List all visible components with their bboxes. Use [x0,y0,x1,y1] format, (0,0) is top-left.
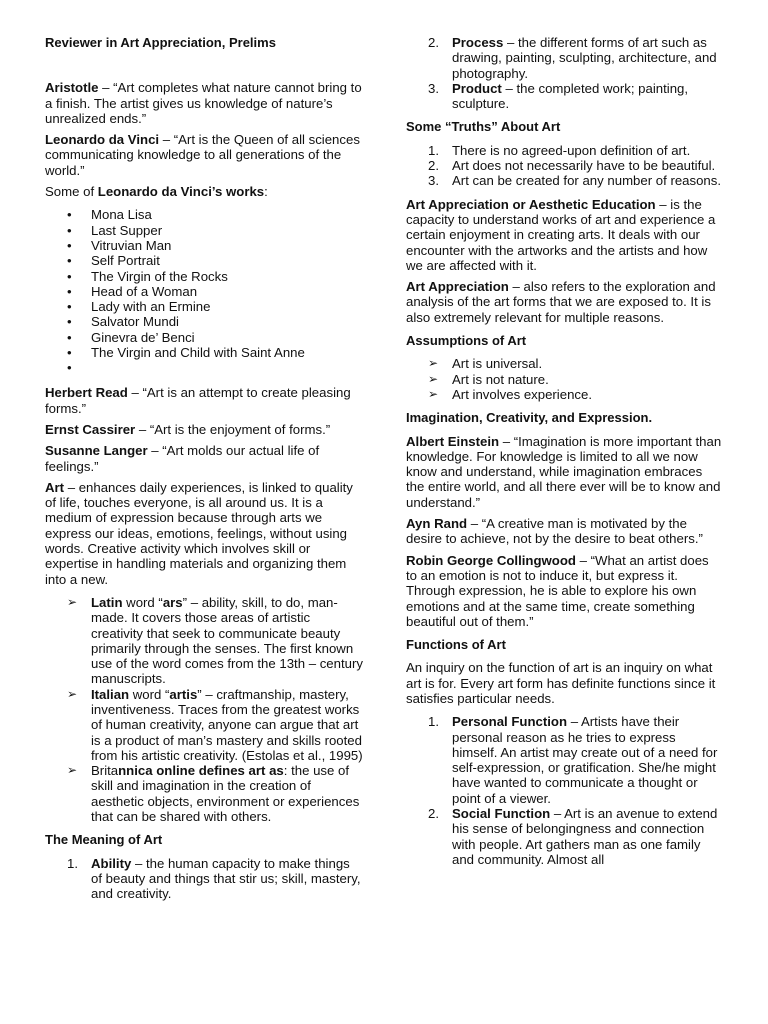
aristotle-quote [45,80,363,126]
appreciation-text: – also refers to the exploration and analysis of the art forms that we are exposed to. It is also extremely relevant for multiple reasons. [406,279,716,325]
italian-label: Italian [91,686,130,702]
list-item: • The Virgin of the Rocks [45,269,363,284]
meaning-term: Process [452,35,504,50]
right-column [406,35,722,875]
truth-text: Art can be created for any number of reasons. [452,173,722,189]
works-intro-pre: Some of [45,184,98,200]
britannica-text: : the use of skill and imagination in the creation of aesthetic objects, environment or experiences that can be shared with others. [91,763,360,825]
italian-term: artis [169,686,198,702]
item-number: 1. [428,142,439,158]
meaning-text: – the different forms of art such as drawing, painting, sculpting, architecture, and photography. [452,35,717,81]
list-item: • Last Supper [45,223,363,238]
item-number: 1. [67,855,78,871]
meaning-heading: The Meaning of Art [45,832,163,848]
list-item: ➢ Art involves experience. [406,387,722,402]
list-item: • Head of a Woman [45,284,363,299]
list-item: • Ginevra de’ Benci [45,330,363,345]
appreciation-name: Art Appreciation [406,279,509,295]
collingwood-quote [406,553,722,629]
list-item: • Mona Lisa [45,207,363,222]
read-quote [45,385,363,416]
einstein-name: Albert Einstein [406,433,500,449]
function-text: – Art is an avenue to extend his sense of belongingness and connection with people. Art gathers man as one family and community. Almost all [452,806,718,867]
list-item [406,158,722,173]
works-intro-post: : [264,184,268,200]
functions-intro: An inquiry on the function of art is an inquiry on what art is for. Every art form has definite functions since it satisfies particular needs. [406,660,716,706]
etymology-list [45,595,363,824]
functions-list [406,714,722,867]
imagination-heading: Imagination, Creativity, and Expression. [406,410,653,426]
latin-label: Latin [91,594,123,610]
truths-list [406,143,722,189]
list-item [45,687,363,763]
function-name: Social Function [452,806,551,822]
truth-text: There is no agreed-upon definition of art. [452,142,691,158]
italian-text-1: word “ [129,686,170,702]
cassirer-text: – “Art is the enjoyment of forms.” [135,421,331,437]
davinci-name: Leonardo da Vinci [45,132,160,148]
truth-text: Art does not necessarily have to be beautiful. [452,158,716,174]
list-item: • The Virgin and Child with Saint Anne [45,345,363,360]
davinci-text: – “Art is the Queen of all sciences communicating knowledge to all generations of the world.” [45,132,360,178]
meaning-list-b [406,35,722,111]
assumptions-list [406,356,722,402]
rand-name: Ayn Rand [406,516,468,532]
meaning-text: – the completed work; painting, sculpture. [452,80,689,112]
aristotle-name: Aristotle [45,80,99,96]
item-number: 3. [428,173,439,189]
left-column [45,35,363,910]
appreciation-definition [406,279,722,325]
davinci-quote [45,132,363,178]
document-title: Reviewer in Art Appreciation, Prelims [45,35,276,50]
langer-text: – “Art molds our actual life of feelings.” [45,443,320,474]
item-number: 1. [428,714,439,730]
list-item [406,143,722,158]
item-number: 2. [428,35,439,50]
list-item [45,360,363,375]
list-item: ➢ Art is not nature. [406,372,722,387]
latin-term: ars [162,594,183,610]
italian-text-2: ” – craftmanship, mastery, inventiveness. Traces from the greatest works of human creativity, anyone can argue that art is a product of man’s mastery and skills rooted from his artistic creativity. (Estolas et al., 1995) [91,686,363,763]
item-number: 2. [428,158,439,174]
collingwood-text: – “What an artist does to an emotion is not to induce it, but express it. Through expression, he is able to explore his own emotions and at the same time, create something beautiful out of them.” [406,552,709,629]
cassirer-quote [45,422,363,437]
item-number: 3. [428,80,439,96]
langer-name: Susanne Langer [45,443,148,459]
list-item: • Lady with an Ermine [45,299,363,314]
meaning-text: – the human capacity to make things of beauty and things that stir us; skill, mastery, and creativity. [91,855,361,902]
latin-text-2: ” – ability, skill, to do, man-made. It covers those areas of artistic creativity that seek to communicate beauty primarily through the senses. The first known use of the word comes from the 13th – century manuscripts. [91,594,363,687]
item-number: 2. [428,806,439,822]
aristotle-text: – “Art completes what nature cannot bring to a finish. The artist gives us knowledge of nature’s unrealized ends.” [45,80,362,126]
list-item [406,806,722,867]
art-name: Art [45,479,65,495]
latin-text-1: word “ [122,594,163,610]
collingwood-name: Robin George Collingwood [406,552,576,568]
list-item [45,763,363,824]
read-text: – “Art is an attempt to create pleasing forms.” [45,385,351,416]
functions-heading: Functions of Art [406,637,506,653]
britannica-prefix: Brita [91,763,119,779]
davinci-works-intro [45,184,363,199]
aesthetic-text: – is the capacity to understand works of art and experience a certain enjoyment in creating arts. It deals with our encounter with the artworks and the artists and how we are affected with it. [406,196,716,273]
function-text: – Artists have their personal reason as he tries to express himself. An artist may create out of a need for self-expression, or gratification. She/he might have wanted to communicate a thought or point of a viewer. [452,714,718,806]
works-intro-bold: Leonardo da Vinci’s works [97,184,265,200]
assumptions-heading: Assumptions of Art [406,333,527,349]
rand-text: – “A creative man is motivated by the desire to achieve, not by the desire to beat others.” [406,516,703,547]
britannica-label: nnica online defines art as [118,763,284,779]
list-item [45,856,363,902]
list-item [406,35,722,81]
list-item: ➢ Art is universal. [406,356,722,371]
aesthetic-definition [406,197,722,273]
davinci-works-list [45,207,363,375]
list-item [406,714,722,806]
einstein-quote [406,434,722,510]
truths-heading: Some “Truths” About Art [406,119,561,135]
rand-quote [406,516,722,547]
cassirer-name: Ernst Cassirer [45,421,136,437]
list-item: • Salvator Mundi [45,314,363,329]
langer-quote [45,443,363,474]
list-item: • Self Portrait [45,253,363,268]
list-item [45,595,363,687]
art-text: – enhances daily experiences, is linked to quality of life, touches everyone, is all around us. It is a medium of expression because through arts we express our ideas, emotions, feelings, without using words. Creative activity which involves skill or expertise in handling materials and organizing them into a new. [45,479,353,587]
meaning-term: Ability [91,855,132,871]
einstein-text: – “Imagination is more important than knowledge. For knowledge is limited to all we now know and understand, while imagination embraces the entire world, and all there ever will be to know and understand.” [406,433,722,510]
list-item: • Vitruvian Man [45,238,363,253]
read-name: Herbert Read [45,385,128,401]
meaning-list-a [45,856,363,902]
aesthetic-name: Art Appreciation or Aesthetic Education [406,196,656,212]
function-name: Personal Function [452,714,568,730]
meaning-term: Product [452,80,502,96]
list-item [406,173,722,188]
art-definition [45,480,363,587]
list-item [406,81,722,112]
